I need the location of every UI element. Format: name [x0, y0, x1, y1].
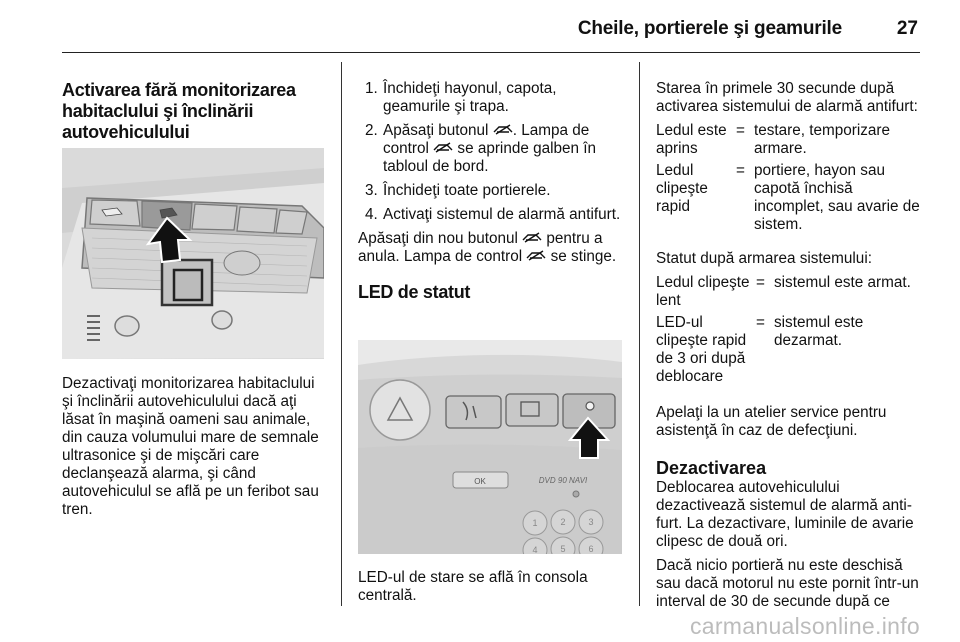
page-number: 27 — [896, 18, 918, 39]
middle-caption — [358, 569, 623, 605]
cancel-text: pentru a anula. Lampa de control — [358, 230, 603, 265]
step-text: Apăsaţi butonul — [383, 122, 489, 139]
table-row — [656, 122, 924, 158]
site-watermark: carmanualsonline.info — [689, 613, 920, 639]
section-heading-no-monitoring: Activarea fără monitorizarea habitaclului şi înclinării autovehiculului — [62, 80, 296, 142]
state-value: sistemul este armat. — [774, 274, 911, 291]
alarm-lamp-icon — [433, 140, 453, 157]
step-item — [358, 80, 623, 116]
section-heading-led-status: LED de statut — [358, 282, 471, 302]
section-heading-deactivation: Dezactivarea — [656, 458, 767, 478]
equals-sign: = — [736, 122, 745, 139]
deactivation-paragraph-2: Dacă nicio portieră nu este deschisă sau dacă motorul nu este pornit într-un interval de 30 de secunde după ce — [656, 557, 919, 610]
preset-6-label: 6 — [588, 544, 594, 554]
header-rule — [62, 52, 920, 53]
radio-model-label: DVD 90 NAVI — [538, 476, 588, 485]
table-row — [656, 314, 924, 386]
preset-2-label: 2 — [560, 517, 566, 527]
overhead-console-illustration — [62, 148, 324, 359]
page-header — [62, 0, 920, 55]
preset-3-label: 3 — [588, 517, 594, 527]
armed-state-table — [656, 274, 924, 386]
cancel-text: se stinge. — [550, 248, 617, 265]
left-column-body — [62, 375, 326, 519]
table-row — [656, 274, 924, 310]
state-key: Ledul clipeşte lent — [656, 274, 750, 309]
preset-4-label: 4 — [532, 545, 538, 554]
step-number: 1. — [365, 80, 378, 97]
led-location-caption: LED-ul de stare se află în consola centrală. — [358, 569, 588, 604]
middle-column — [358, 80, 623, 303]
step-text: Activaţi sistemul de alarmă antifurt. — [383, 206, 621, 223]
right-column — [656, 80, 924, 611]
alarm-lamp-icon — [526, 248, 546, 265]
step-text: se aprinde galben în tabloul de bord. — [383, 140, 597, 175]
activation-steps — [358, 80, 623, 224]
initial-state-table — [656, 122, 924, 234]
preset-1-label: 1 — [532, 518, 538, 528]
equals-sign: = — [756, 274, 765, 291]
step-text: . Lampa de control — [383, 122, 590, 157]
center-console-illustration — [358, 340, 622, 554]
cancel-text: Apăsaţi din nou butonul — [358, 230, 518, 247]
state-value: testare, temporizare armare. — [754, 122, 891, 157]
initial-state-intro: Starea în primele 30 secunde după activarea sistemului de alarmă antifurt: — [656, 80, 918, 115]
step-text: Închideţi hayonul, capota, geamurile şi trapa. — [383, 80, 557, 115]
alarm-button-icon — [522, 230, 542, 247]
column-divider-2 — [639, 62, 640, 606]
ok-button-label: OK — [474, 477, 486, 486]
preset-5-label: 5 — [560, 544, 566, 554]
state-value: sistemul este dezarmat. — [774, 314, 864, 349]
armed-state-label: Statut după armarea sistemului: — [656, 250, 872, 267]
center-console-photo — [358, 340, 622, 554]
deactivation-note: Dezactivaţi monitorizarea habitaclului şi înclinării autovehiculului dacă aţi lăsat în maşină oameni sau animale, din cauza volumului mare de semnale ultrasonice şi de mişcări care declanşează alarma, şi când autovehiculul se află pe un feribot sau tren. — [62, 375, 319, 518]
state-key: LED-ul clipeşte rapid de 3 ori după deblocare — [656, 314, 747, 385]
step-number: 3. — [365, 182, 378, 199]
step-item — [358, 182, 623, 200]
cancel-instruction — [358, 230, 623, 266]
step-number: 2. — [365, 122, 378, 139]
column-divider-1 — [341, 62, 342, 606]
service-note: Apelaţi la un atelier service pentru asistenţă în caz de defecţiuni. — [656, 404, 887, 439]
step-item — [358, 122, 623, 176]
table-row — [656, 162, 924, 234]
state-key: Ledul clipeşte rapid — [656, 162, 708, 215]
left-column — [62, 80, 324, 143]
state-key: Ledul este aprins — [656, 122, 727, 157]
overhead-console-photo — [62, 148, 324, 359]
state-value: portiere, hayon sau capotă închisă incomplet, sau avarie de sistem. — [754, 162, 920, 233]
step-text: Închideţi toate portierele. — [383, 182, 551, 199]
step-number: 4. — [365, 206, 378, 223]
step-item — [358, 206, 623, 224]
equals-sign: = — [736, 162, 745, 179]
alarm-button-icon — [493, 122, 513, 139]
equals-sign: = — [756, 314, 765, 331]
chapter-title: Cheile, portierele şi geamurile — [577, 18, 842, 39]
deactivation-paragraph-1: Deblocarea autovehiculului dezactivează sistemul de alarmă anti-furt. La dezactivare, luminile de avarie clipesc de două ori. — [656, 479, 914, 550]
